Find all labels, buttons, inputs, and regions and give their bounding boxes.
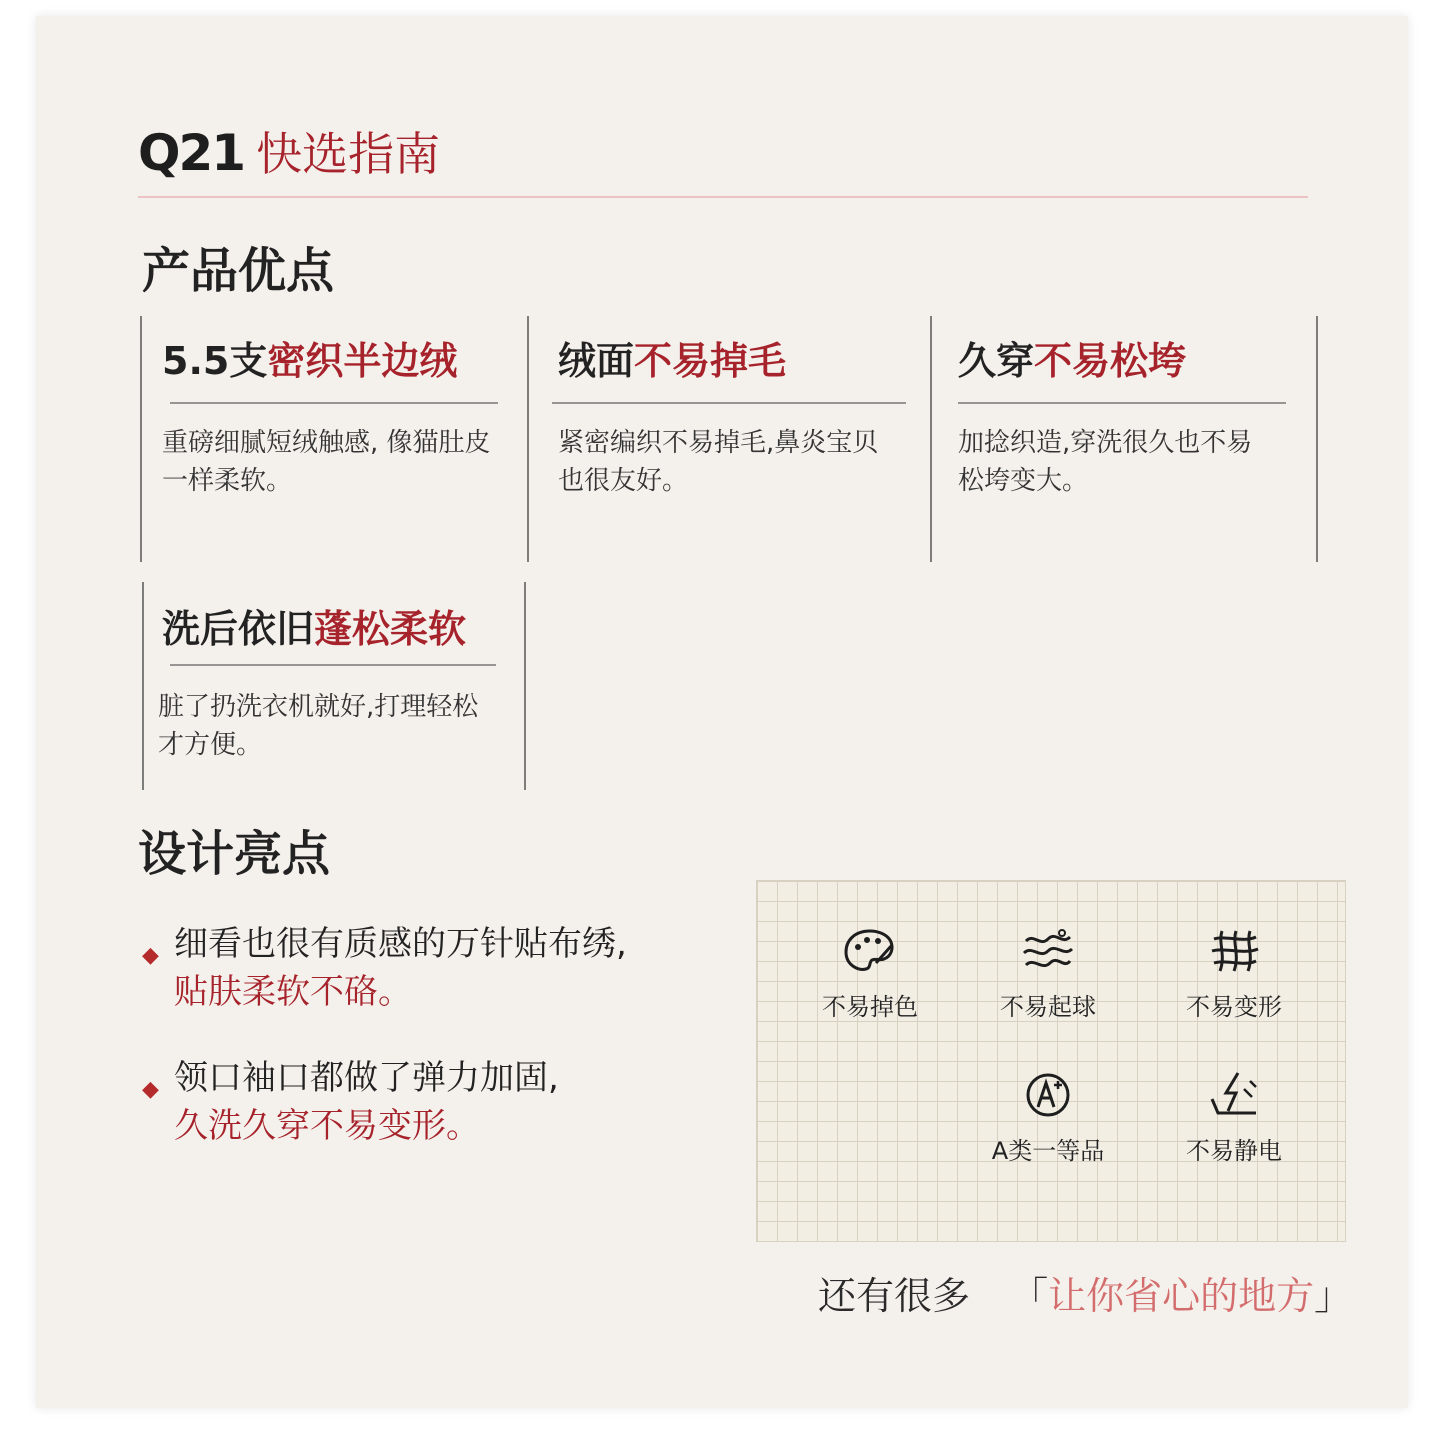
- bullet-line-highlight: 久洗久穿不易变形。: [174, 1106, 480, 1146]
- bullet-line-highlight: 贴肤柔软不硌。: [174, 972, 412, 1012]
- card-heading-highlight: 密织半边绒: [267, 339, 458, 383]
- lightning-icon: [1204, 1069, 1264, 1121]
- card-heading: [162, 598, 466, 653]
- mesh-icon: [1204, 925, 1264, 977]
- feature-label: 不易静电: [1186, 1137, 1282, 1165]
- bullet-line: 细看也很有质感的万针贴布绣,: [174, 924, 627, 964]
- fabric-waves-icon: [1018, 925, 1078, 977]
- section-heading-advantages: 产品优点: [142, 243, 335, 299]
- card-heading-plain: 久穿: [958, 339, 1035, 383]
- advantage-card: [140, 582, 530, 790]
- card-heading-plain: 洗后依旧: [162, 607, 315, 651]
- card-heading-plain: 绒面: [558, 339, 635, 383]
- card-desc-line: 松垮变大。: [958, 466, 1089, 496]
- footer-highlight: 让你省心的地方: [1048, 1274, 1315, 1318]
- card-divider: [958, 402, 1286, 404]
- footer-close-bracket: 」: [1314, 1274, 1353, 1318]
- title-code: Q21: [138, 124, 245, 182]
- card-heading: [162, 330, 457, 385]
- title-text: 快选指南: [256, 127, 441, 181]
- footer-tagline: [818, 1265, 1352, 1320]
- card-divider: [552, 402, 906, 404]
- feature-label: 不易起球: [1000, 993, 1096, 1021]
- feature-item: [1159, 925, 1309, 1022]
- card-desc-line: 才方便。: [158, 730, 263, 760]
- bullet-line: 领口袖口都做了弹力加固,: [174, 1058, 559, 1098]
- card-heading: [558, 330, 786, 385]
- palette-icon: [840, 925, 900, 977]
- card-desc-line: 也很友好。: [558, 466, 689, 496]
- grade-a-plus-icon: [1018, 1069, 1078, 1121]
- card-desc: [958, 424, 1252, 500]
- card-right-border: [1316, 316, 1318, 562]
- card-heading-highlight: 不易松垮: [1034, 339, 1187, 383]
- bullet-diamond-icon: ◆: [142, 1077, 159, 1102]
- feature-label: 不易掉色: [822, 993, 918, 1021]
- feature-item: [973, 925, 1123, 1022]
- card-heading-highlight: 不易掉毛: [634, 339, 787, 383]
- card-left-border: [140, 316, 142, 562]
- advantage-card: [140, 316, 530, 562]
- card-desc-line: 紧密编织不易掉毛,鼻炎宝贝: [558, 428, 879, 458]
- card-desc-line: 一样柔软。: [162, 466, 293, 496]
- feature-item: [973, 1069, 1123, 1166]
- card-divider: [170, 664, 496, 666]
- section-heading-design: 设计亮点: [138, 826, 331, 882]
- advantage-card: [930, 316, 1320, 562]
- title-divider: [138, 196, 1308, 198]
- card-heading: [958, 330, 1186, 385]
- card-desc: [162, 424, 491, 500]
- card-desc: [158, 688, 478, 764]
- design-bullet: [142, 1054, 559, 1150]
- footer-open-bracket: 「: [1010, 1274, 1049, 1318]
- card-desc-line: 加捻织造,穿洗很久也不易: [958, 428, 1253, 458]
- card-divider: [170, 402, 498, 404]
- card-right-border: [524, 582, 526, 790]
- page-title: [138, 118, 440, 184]
- feature-label: A类一等品: [991, 1137, 1105, 1165]
- feature-item: [795, 925, 945, 1022]
- card-heading-plain: 5.5支: [162, 339, 268, 383]
- card-desc-line: 重磅细腻短绒触感, 像猫肚皮: [162, 428, 491, 458]
- feature-item: [1159, 1069, 1309, 1166]
- feature-label: 不易变形: [1186, 993, 1282, 1021]
- advantage-card: [526, 316, 932, 562]
- bullet-diamond-icon: ◆: [142, 943, 159, 968]
- card-desc-line: 脏了扔洗衣机就好,打理轻松: [158, 692, 479, 722]
- footer-text: 还有很多: [818, 1274, 971, 1318]
- card-desc: [558, 424, 878, 500]
- design-bullet: [142, 920, 627, 1016]
- features-grid-panel: [756, 880, 1346, 1242]
- card-heading-highlight: 蓬松柔软: [314, 607, 467, 651]
- card-left-border: [142, 582, 144, 790]
